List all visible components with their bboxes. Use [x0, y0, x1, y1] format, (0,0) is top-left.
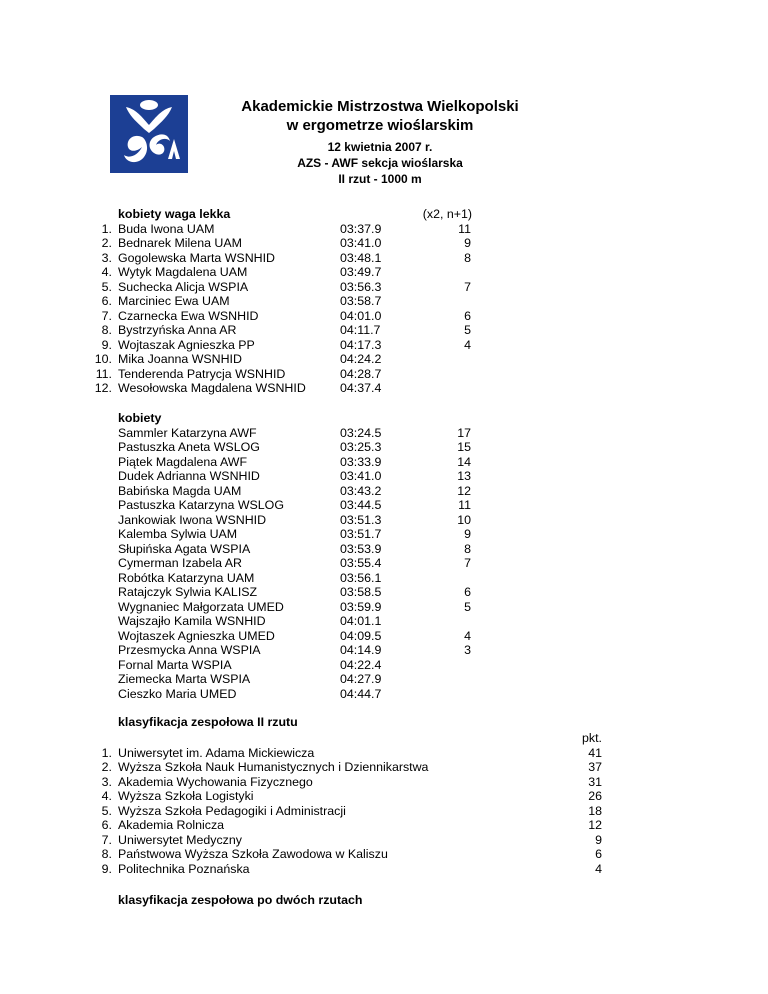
athlete-name: Przesmycka Anna WSPIA [118, 643, 261, 657]
athlete-time: 03:51.3 [340, 512, 382, 527]
organizer: AZS - AWF sekcja wioślarska [297, 156, 463, 170]
athlete-time: 03:33.9 [340, 454, 382, 469]
team-points: 4 [595, 861, 602, 876]
athlete-points: 14 [457, 454, 471, 469]
team-name: Uniwersytet im. Adama Mickiewicza [118, 745, 315, 760]
athlete-name: Piątek Magdalena AWF [118, 454, 248, 469]
athlete-time: 03:55.4 [340, 556, 382, 570]
athlete-name: Suchecka Alicja WSPIA [118, 279, 249, 294]
team-points: 6 [595, 847, 602, 861]
athlete-time: 04:01.1 [340, 614, 382, 628]
athlete-points: 11 [458, 221, 471, 236]
athlete-name: Kalemba Sylwia UAM [118, 527, 238, 541]
team-points: 41 [588, 745, 602, 760]
athlete-time: 04:28.7 [340, 366, 382, 381]
row-number: 3. [101, 250, 112, 265]
athlete-name: Gogolewska Marta WSNHID [118, 250, 275, 265]
team-name: Uniwersytet Medyczny [118, 832, 242, 847]
athlete-time: 03:24.5 [340, 425, 382, 440]
athlete-time: 04:27.9 [340, 672, 382, 686]
athlete-name: Wesołowska Magdalena WSNHID [118, 381, 306, 395]
athlete-time: 04:11.7 [340, 323, 381, 337]
athlete-time: 04:14.9 [340, 643, 382, 657]
team-name: Wyższa Szkoła Pedagogiki i Administracji [118, 803, 346, 818]
athlete-time: 03:41.0 [340, 469, 382, 483]
athlete-name: Czarnecka Ewa WSNHID [118, 308, 259, 323]
athlete-name: Wytyk Magdalena UAM [118, 265, 248, 279]
athlete-points: 10 [457, 512, 471, 527]
section-heading-lightweight: kobiety waga lekka [118, 207, 231, 221]
page-subtitle: w ergometrze wioślarskim [286, 117, 474, 134]
athlete-name: Robótka Katarzyna UAM [118, 570, 255, 585]
athlete-name: Babińska Magda UAM [118, 483, 242, 498]
athlete-name: Bednarek Milena UAM [118, 236, 242, 250]
athlete-time: 04:44.7 [340, 686, 382, 701]
team-name: Akademia Rolnicza [118, 818, 225, 832]
athlete-name: Fornal Marta WSPIA [118, 657, 232, 672]
athlete-points: 7 [464, 556, 471, 570]
athlete-points: 6 [464, 308, 471, 323]
athlete-name: Słupińska Agata WSPIA [118, 541, 251, 556]
athlete-points: 12 [457, 483, 471, 498]
row-number: 7. [101, 308, 112, 323]
athlete-time: 03:56.3 [340, 279, 382, 294]
athlete-time: 04:09.5 [340, 628, 382, 643]
athlete-time: 03:37.9 [340, 221, 382, 236]
athlete-name: Cieszko Maria UMED [118, 686, 237, 701]
row-number: 1. [101, 221, 112, 236]
points-header: (x2, n+1) [422, 207, 472, 221]
page-title: Akademickie Mistrzostwa Wielkopolski [241, 98, 519, 115]
row-number: 2. [101, 236, 112, 250]
athlete-points: 11 [458, 498, 471, 512]
athlete-time: 03:41.0 [340, 236, 382, 250]
row-number: 12. [94, 381, 112, 395]
round-label: II rzut - 1000 m [338, 172, 422, 186]
section-heading-team-total: klasyfikacja zespołowa po dwóch rzutach [118, 893, 363, 907]
athlete-points: 8 [464, 250, 471, 265]
row-number: 1. [101, 745, 112, 760]
row-number: 7. [101, 832, 112, 847]
athlete-time: 04:22.4 [340, 657, 382, 672]
athlete-points: 15 [457, 440, 471, 454]
row-number: 4. [101, 265, 112, 279]
athlete-points: 6 [464, 585, 471, 599]
athlete-name: Jankowiak Iwona WSNHID [118, 512, 267, 527]
athlete-time: 03:44.5 [340, 498, 382, 512]
azs-logo-icon [108, 93, 190, 175]
athlete-name: Cymerman Izabela AR [118, 556, 242, 570]
athlete-points: 4 [464, 337, 471, 352]
athlete-name: Wojtaszek Agnieszka UMED [118, 628, 275, 643]
athlete-points: 9 [464, 527, 471, 541]
athlete-points: 9 [464, 236, 471, 250]
athlete-points: 4 [464, 628, 471, 643]
athlete-name: Sammler Katarzyna AWF [118, 425, 257, 440]
athlete-name: Ziemecka Marta WSPIA [118, 672, 251, 686]
row-number: 2. [101, 760, 112, 774]
athlete-name: Wygnaniec Małgorzata UMED [118, 599, 284, 614]
athlete-name: Pastuszka Aneta WSLOG [118, 440, 260, 454]
athlete-name: Bystrzyńska Anna AR [118, 323, 237, 337]
athlete-name: Ratajczyk Sylwia KALISZ [118, 585, 258, 599]
athlete-name: Mika Joanna WSNHID [118, 352, 242, 366]
athlete-time: 04:37.4 [340, 381, 382, 395]
athlete-points: 7 [464, 279, 471, 294]
row-number: 6. [101, 294, 112, 308]
athlete-time: 03:58.7 [340, 294, 382, 308]
athlete-time: 03:49.7 [340, 265, 382, 279]
team-name: Akademia Wychowania Fizycznego [118, 774, 313, 789]
points-header: pkt. [582, 731, 602, 745]
row-number: 5. [101, 803, 112, 818]
row-number: 4. [101, 789, 112, 803]
athlete-points: 13 [457, 469, 471, 483]
team-points: 18 [588, 803, 602, 818]
athlete-time: 03:25.3 [340, 440, 382, 454]
athlete-time: 03:56.1 [340, 570, 382, 585]
athlete-name: Marciniec Ewa UAM [118, 294, 230, 308]
athlete-points: 17 [457, 425, 471, 440]
athlete-name: Buda Iwona UAM [118, 221, 215, 236]
athlete-name: Wojtaszak Agnieszka PP [118, 337, 255, 352]
athlete-time: 04:24.2 [340, 352, 382, 366]
row-number: 11. [95, 366, 112, 381]
athlete-name: Wajszajło Kamila WSNHID [118, 614, 266, 628]
team-points: 26 [588, 789, 602, 803]
athlete-name: Pastuszka Katarzyna WSLOG [118, 498, 284, 512]
athlete-time: 03:48.1 [340, 250, 382, 265]
athlete-time: 04:17.3 [340, 337, 382, 352]
athlete-time: 03:43.2 [340, 483, 382, 498]
team-points: 9 [595, 832, 602, 847]
team-points: 37 [588, 760, 602, 774]
team-name: Wyższa Szkoła Logistyki [118, 789, 254, 803]
athlete-time: 03:59.9 [340, 599, 382, 614]
athlete-time: 03:51.7 [340, 527, 382, 541]
athlete-time: 03:53.9 [340, 541, 382, 556]
athlete-time: 03:58.5 [340, 585, 382, 599]
row-number: 5. [101, 279, 112, 294]
team-name: Państwowa Wyższa Szkoła Zawodowa w Kaliszu [118, 847, 388, 861]
row-number: 9. [101, 861, 112, 876]
athlete-points: 5 [464, 323, 471, 337]
team-points: 12 [588, 818, 602, 832]
section-heading-team-round2: klasyfikacja zespołowa II rzutu [118, 715, 298, 729]
athlete-points: 5 [464, 599, 471, 614]
row-number: 10. [94, 352, 112, 366]
team-name: Wyższa Szkoła Nauk Humanistycznych i Dziennikarstwa [118, 760, 429, 774]
row-number: 6. [101, 818, 112, 832]
row-number: 8. [101, 323, 112, 337]
athlete-name: Dudek Adrianna WSNHID [118, 469, 260, 483]
athlete-points: 8 [464, 541, 471, 556]
row-number: 8. [101, 847, 112, 861]
row-number: 3. [101, 774, 112, 789]
section-heading-women: kobiety [118, 411, 162, 425]
athlete-time: 04:01.0 [340, 308, 382, 323]
row-number: 9. [101, 337, 112, 352]
athlete-points: 3 [464, 643, 471, 657]
event-date: 12 kwietnia 2007 r. [327, 140, 433, 154]
team-points: 31 [588, 774, 602, 789]
team-name: Politechnika Poznańska [118, 861, 250, 876]
athlete-name: Tenderenda Patrycja WSNHID [118, 366, 286, 381]
